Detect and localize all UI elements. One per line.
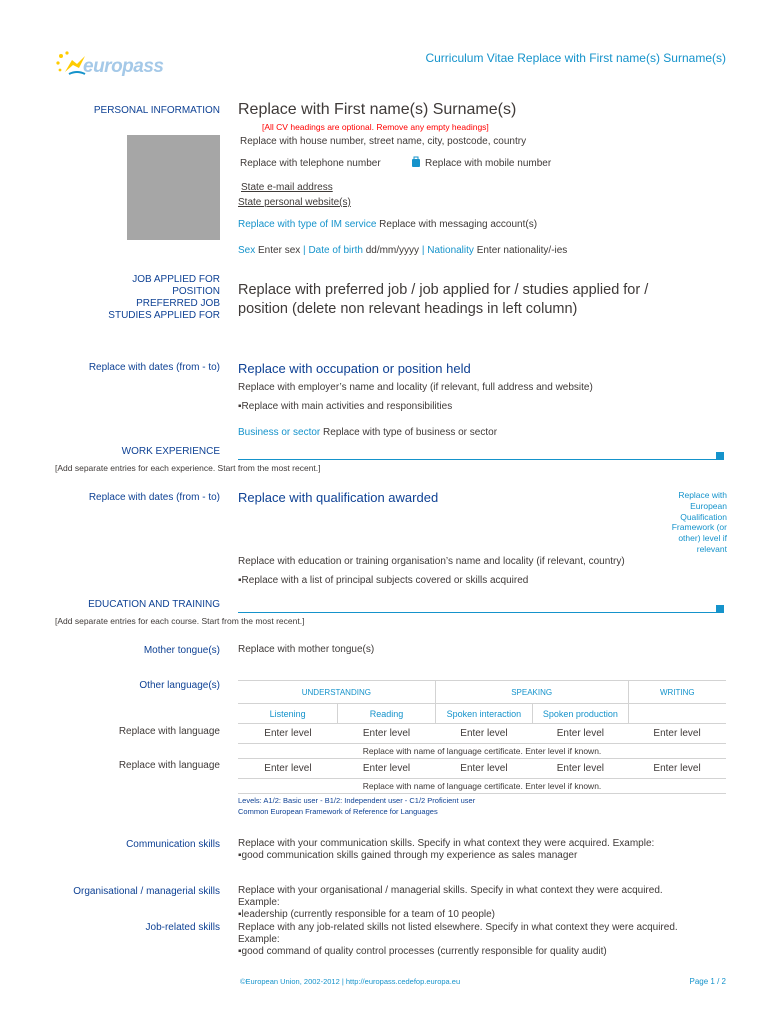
eqf-line: other) level if bbox=[678, 533, 727, 544]
mobile-phone-icon bbox=[411, 156, 421, 168]
level-cell[interactable]: Enter level bbox=[556, 763, 604, 774]
language-row bbox=[238, 724, 726, 744]
im-service-label: Replace with type of IM service bbox=[238, 219, 377, 230]
preferred-job-line2: position (delete non relevant headings in left column) bbox=[238, 301, 578, 317]
photo-placeholder[interactable] bbox=[127, 135, 220, 240]
eqf-line: Replace with bbox=[678, 490, 727, 500]
mother-tongue-label: Mother tongue(s) bbox=[143, 645, 220, 656]
language-table bbox=[238, 680, 726, 794]
eqf-line: Framework (or bbox=[671, 522, 727, 533]
email-link[interactable]: State e-mail address bbox=[241, 182, 333, 193]
education-organisation: Replace with education or training organisation’s name and locality (if relevant, country) bbox=[238, 556, 625, 567]
language-label: Replace with language bbox=[118, 726, 220, 737]
employer: Replace with employer’s name and locality (if relevant, full address and website) bbox=[238, 382, 593, 393]
business-line bbox=[238, 427, 497, 439]
footer-copyright[interactable]: ©European Union, 2002-2012 | http://europass.cedefop.europa.eu bbox=[240, 977, 461, 986]
language-row bbox=[238, 759, 726, 779]
education-section-marker bbox=[716, 605, 724, 613]
work-section-note: [Add separate entries for each experience. Start from the most recent.] bbox=[55, 463, 321, 473]
website-link[interactable]: State personal website(s) bbox=[238, 197, 351, 208]
organisational-text: Example: bbox=[238, 897, 280, 908]
organisational-text: Replace with your organisational / managerial skills. Specify in what context they were acquired. bbox=[238, 885, 663, 896]
im-line bbox=[238, 219, 537, 231]
reading-header: Reading bbox=[338, 704, 435, 724]
speaking-header: SPEAKING bbox=[435, 681, 628, 704]
mother-tongue: Replace with mother tongue(s) bbox=[238, 644, 375, 655]
occupation: Replace with occupation or position held bbox=[238, 361, 471, 376]
other-languages-label: Other language(s) bbox=[139, 680, 220, 691]
level-cell[interactable]: Enter level bbox=[556, 728, 604, 739]
qualification: Replace with qualification awarded bbox=[238, 490, 439, 505]
nationality-value: Enter nationality/-ies bbox=[476, 245, 568, 256]
job-label-line: JOB APPLIED FOR bbox=[132, 274, 220, 285]
job-label-line: STUDIES APPLIED FOR bbox=[108, 310, 220, 321]
organisational-example: ▪leadership (currently responsible for a team of 10 people) bbox=[238, 909, 496, 920]
language-certificate: Replace with name of language certificate. Enter level if known. bbox=[238, 744, 726, 759]
sex-value: Enter sex bbox=[258, 245, 301, 256]
language-label: Replace with language bbox=[118, 760, 220, 771]
business-value: Replace with type of business or sector bbox=[323, 427, 498, 438]
telephone: Replace with telephone number bbox=[240, 158, 381, 169]
address: Replace with house number, street name, city, postcode, country bbox=[240, 136, 527, 147]
education-section-divider bbox=[238, 612, 720, 613]
work-section-divider bbox=[238, 459, 720, 460]
im-account: Replace with messaging account(s) bbox=[379, 219, 538, 230]
business-label: Business or sector bbox=[238, 427, 321, 438]
cefr-link[interactable]: Common European Framework of Reference for Languages bbox=[238, 807, 438, 816]
writing-subheader bbox=[628, 704, 726, 724]
education-training-label: EDUCATION AND TRAINING bbox=[88, 599, 220, 610]
writing-header: WRITING bbox=[628, 681, 726, 704]
spoken-production-header: Spoken production bbox=[533, 704, 628, 724]
eqf-line: relevant bbox=[696, 543, 727, 554]
eqf-level bbox=[640, 490, 727, 555]
preferred-job-line1: Replace with preferred job / job applied for / studies applied for / bbox=[238, 282, 649, 298]
job-label-line: PREFERRED JOB bbox=[136, 298, 220, 309]
work-dates: Replace with dates (from - to) bbox=[88, 362, 220, 373]
work-activities: ▪Replace with main activities and responsibilities bbox=[238, 401, 453, 412]
job-related-text: Replace with any job-related skills not listed elsewhere. Specify in what context they were acquired. bbox=[238, 922, 678, 933]
job-label-line: POSITION bbox=[172, 286, 220, 297]
mobile: Replace with mobile number bbox=[425, 158, 552, 169]
work-experience-label: WORK EXPERIENCE bbox=[121, 446, 220, 457]
level-cell[interactable]: Enter level bbox=[460, 728, 508, 739]
eqf-line: European bbox=[690, 500, 727, 511]
separator: | bbox=[303, 245, 306, 256]
education-dates: Replace with dates (from - to) bbox=[88, 492, 220, 503]
organisational-skills-label: Organisational / managerial skills bbox=[73, 886, 220, 897]
nationality-label: Nationality bbox=[427, 245, 474, 256]
levels-note: Levels: A1/2: Basic user - B1/2: Independent user - C1/2 Proficient user bbox=[238, 796, 476, 805]
work-section-marker bbox=[716, 452, 724, 460]
level-cell[interactable]: Enter level bbox=[653, 728, 701, 739]
page-number: Page 1 / 2 bbox=[689, 977, 726, 986]
personal-information-label: PERSONAL INFORMATION bbox=[93, 105, 220, 116]
level-cell[interactable]: Enter level bbox=[362, 763, 411, 774]
education-subjects: ▪Replace with a list of principal subjects covered or skills acquired bbox=[238, 575, 529, 586]
listening-header: Listening bbox=[238, 704, 338, 724]
level-cell[interactable]: Enter level bbox=[460, 763, 508, 774]
communication-skills bbox=[238, 838, 654, 862]
level-cell[interactable]: Enter level bbox=[653, 763, 701, 774]
understanding-header: UNDERSTANDING bbox=[238, 681, 435, 704]
job-related-skills bbox=[238, 922, 678, 958]
optional-headings-note: [All CV headings are optional. Remove any empty headings] bbox=[262, 122, 489, 132]
sex-label: Sex bbox=[238, 245, 256, 256]
preferred-job bbox=[238, 281, 648, 319]
full-name: Replace with First name(s) Surname(s) bbox=[238, 101, 517, 118]
job-related-example: ▪good command of quality control processes (currently responsible for quality audit) bbox=[238, 946, 607, 957]
education-section-note: [Add separate entries for each course. Start from the most recent.] bbox=[55, 616, 305, 626]
communication-text: Replace with your communication skills. Specify in what context they were acquired. Example: bbox=[238, 838, 655, 849]
job-applied-labels bbox=[40, 274, 220, 322]
level-cell[interactable]: Enter level bbox=[264, 728, 312, 739]
separator: | bbox=[421, 245, 425, 256]
organisational-skills bbox=[238, 885, 663, 921]
job-related-text: Example: bbox=[238, 934, 280, 945]
dob-value: dd/mm/yyyy bbox=[365, 245, 420, 256]
communication-skills-label: Communication skills bbox=[126, 839, 220, 850]
spoken-interaction-header: Spoken interaction bbox=[435, 704, 532, 724]
job-related-skills-label: Job-related skills bbox=[145, 922, 220, 933]
logo-text: europass bbox=[83, 56, 164, 77]
eqf-line: Qualification bbox=[680, 511, 727, 522]
communication-example: ▪good communication skills gained through my experience as sales manager bbox=[238, 850, 578, 861]
level-cell[interactable]: Enter level bbox=[362, 728, 411, 739]
personal-details-line bbox=[238, 245, 567, 257]
level-cell[interactable]: Enter level bbox=[264, 763, 312, 774]
dob-label: Date of birth bbox=[308, 245, 363, 256]
europass-logo bbox=[55, 50, 165, 82]
language-certificate: Replace with name of language certificate. Enter level if known. bbox=[238, 779, 726, 794]
cv-title: Curriculum Vitae Replace with First name(s) Surname(s) bbox=[425, 51, 726, 65]
